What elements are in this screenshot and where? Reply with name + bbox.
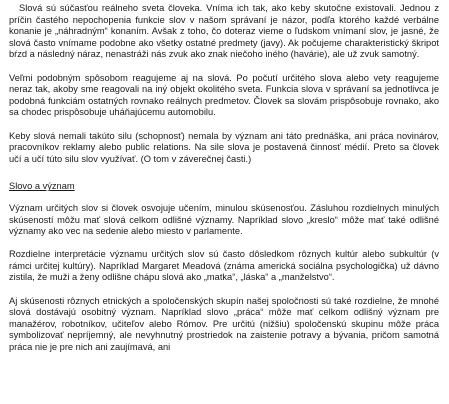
paragraph-social-groups: Aj skúsenosti rôznych etnických a spoločenských skupín našej spoločnosti sú také rozdielne, že mnohé slová dostávajú osobitný význam. Napríklad slovo „práca“ môže mať celkom odlišný význam pre manažérov, robotníkov, učiteľov alebo Rómov. Pre určitú (nižšiu) spoločenskú skupinu môže práca symbolizovať nepríjemný, ale nevyhnutný prostriedok na zaistenie potravy a bývania, pričom samotná práca nie je pre nich ani zaujímavá, ani [9, 295, 439, 353]
paragraph-power-of-words: Keby slová nemali takúto silu (schopnosť) nemala by význam ani táto prednáška, ani práca novinárov, pracovníkov reklamy alebo public relations. Na sile slova je postavená činnosť médií. Preto sa človek učí a učí túto silu slov využívať. (O tom v záverečnej časti.) [9, 130, 439, 164]
paragraph-meaning-learning: Význam určitých slov si človek osvojuje učením, minulou skúsenosťou. Zásluhou rozdielnych minulých skúseností môžu mať slová celkom odlišné významy. Napríklad slovo „kreslo“ môže mať také odlišné významy ako vec na sedenie alebo miesto v parlamente. [9, 202, 439, 237]
paragraph-words-reality: Slová sú súčasťou reálneho sveta človeka. Vnímа ich tak, ako keby skutočne existovali. Jednou z príčin častého nepochopenia funkcie slov v našom správaní je názor, podľa ktorého každé verbálne konanie je „náhradným“ konaním. Avšak z toho, čo doteraz vieme o ľudskom vnímaní slov, je jasné, že slová často vnímame podobne ako všetky ostatné predmety (javy). Ak počujeme charakteristický škripot bŕzd a následný náraz, nenastráži nás zvuk ako znak niečoho iného (havárie), ale už zvuk samotný. [9, 3, 439, 60]
paragraph-reacting-to-words: Veľmi podobným spôsobom reagujeme aj na slová. Po počutí určitého slova alebo vety reagujeme neraz tak, akoby sme reagovali na iný objekt okolitého sveta. Funkcia slova v správaní sa jednotlivca je podobná funkciám ostatných rovnako reálnych predmetov. Človek sa slovám prispôsobuje rovnako, ako sa chodec prispôsobuje uháňajúcemu automobilu. [9, 72, 439, 118]
paragraph-cultural-interpretation: Rozdielne interpretácie významu určitých slov sú často dôsledkom rôznych kultúr alebo subkultúr (v rámci určitej kultúry). Napríklad Margaret Meadová (známa americká sociálna psychologička) už dávno zistila, že muži a ženy odlišne chápu slová ako „matka“, „láska“ a „manželstvo“. [9, 249, 439, 283]
section-heading: Slovo a význam [9, 181, 75, 192]
